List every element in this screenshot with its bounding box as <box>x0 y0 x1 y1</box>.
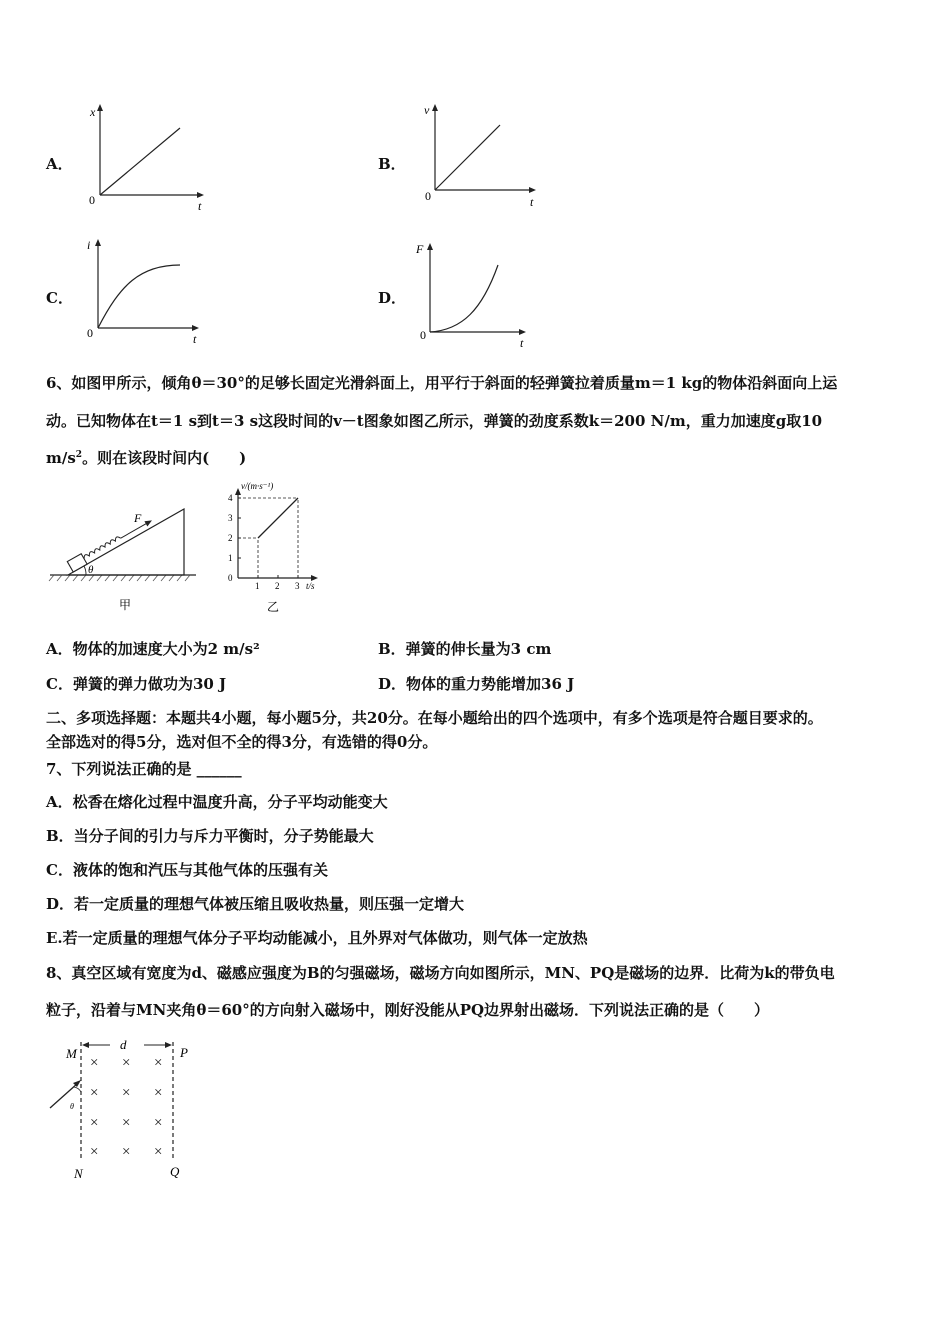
figure-yi-xlabel: t/s <box>306 581 315 591</box>
svg-text:×: × <box>122 1144 131 1160</box>
svg-text:×: × <box>154 1115 163 1131</box>
q8-magnetic-field-figure <box>44 1036 204 1186</box>
figure-yi-vt-graph <box>222 478 332 618</box>
figure-yi-ylabel: v/(m·s⁻¹) <box>241 481 274 491</box>
option-d-label: D． <box>378 289 407 307</box>
x-tick-label: 1 <box>255 581 260 591</box>
svg-text:×: × <box>90 1144 99 1160</box>
graph-a-x-label: t <box>198 199 202 213</box>
q8-label-n: N <box>74 1166 83 1181</box>
figure-jia-angle: θ <box>88 564 94 576</box>
q8-stem-line-2: 粒子，沿着与MN夹角θ＝60°的方向射入磁场中，刚好没能从PQ边界射出磁场．下列说法正确的是（ ） <box>46 1001 770 1019</box>
svg-text:×: × <box>154 1144 163 1160</box>
graph-c <box>80 235 220 350</box>
graph-d-x-label: t <box>520 336 524 350</box>
svg-text:×: × <box>90 1055 99 1071</box>
y-tick-label: 1 <box>228 553 233 563</box>
q6-option-d: D．物体的重力势能增加36 J <box>378 675 575 693</box>
x-tick-label: 2 <box>275 581 280 591</box>
graph-a <box>80 100 220 215</box>
figure-yi-caption: 乙 <box>267 600 280 614</box>
q8-label-p: P <box>180 1045 188 1060</box>
graph-d <box>412 235 552 350</box>
q6-stem-line-1: 6、如图甲所示，倾角θ＝30°的足够长固定光滑斜面上，用平行于斜面的轻弹簧拉着质量m＝1 kg的物体沿斜面向上运 <box>46 374 838 392</box>
x-tick-label: 3 <box>295 581 300 591</box>
q7-option-d: D．若一定质量的理想气体被压缩且吸收热量，则压强一定增大 <box>46 895 465 913</box>
q6-stem-line-2: 动。已知物体在t＝1 s到t＝3 s这段时间的v－t图象如图乙所示，弹簧的劲度系数k＝200 N/m，重力加速度g取10 <box>46 412 823 430</box>
figure-jia-caption: 甲 <box>119 598 132 612</box>
graph-c-origin: 0 <box>87 326 93 340</box>
q8-stem-line-1: 8、真空区域有宽度为d、磁感应强度为B的匀强磁场，磁场方向如图所示，MN、PQ是磁场的边界．比荷为k的带负电 <box>46 964 835 982</box>
vt-series-line <box>258 498 298 538</box>
section-2-heading-line-1: 二、多项选择题：本题共4小题，每小题5分，共20分。在每小题给出的四个选项中，有多个选项是符合题目要求的。 <box>46 709 823 727</box>
q8-angle-label: θ <box>70 1102 74 1111</box>
svg-text:×: × <box>154 1085 163 1101</box>
y-tick-label: 3 <box>228 513 233 523</box>
q7-option-a: A．松香在熔化过程中温度升高，分子平均动能变大 <box>46 793 388 811</box>
q6-stem-line-3: $m/s^2$。则在该段时间内( ) <box>46 449 247 467</box>
q6-option-c: C．弹簧的弹力做功为30 J <box>46 675 227 693</box>
graph-b-origin: 0 <box>425 189 431 203</box>
graph-b-x-label: t <box>530 195 534 209</box>
svg-text:×: × <box>90 1085 99 1101</box>
option-a-label: A． <box>46 155 73 173</box>
figure-jia-force: F <box>134 511 142 525</box>
q6-option-a: A．物体的加速度大小为2 m/s² <box>46 640 260 658</box>
graph-d-origin: 0 <box>420 328 426 342</box>
q7-stem: 7、下列说法正确的是 ______ <box>46 760 242 778</box>
section-2-heading-line-2: 全部选对的得5分，选对但不全的得3分，有选错的得0分。 <box>46 733 438 751</box>
svg-text:×: × <box>90 1115 99 1131</box>
graph-c-x-label: t <box>193 332 197 346</box>
graph-a-y-label: x <box>90 105 96 119</box>
y-tick-label: 4 <box>228 493 233 503</box>
graph-c-y-label: i <box>87 238 91 252</box>
svg-text:×: × <box>122 1115 131 1131</box>
q6-option-b: B．弹簧的伸长量为3 cm <box>378 640 552 658</box>
graph-d-y-label: F <box>416 242 424 256</box>
q8-label-m: M <box>66 1046 77 1061</box>
option-b-label: B． <box>378 155 406 173</box>
q7-option-b: B．当分子间的引力与斥力平衡时，分子势能最大 <box>46 827 374 845</box>
q8-label-q: Q <box>170 1164 180 1179</box>
q8-width-label: d <box>120 1037 127 1052</box>
svg-text:×: × <box>122 1055 131 1071</box>
y-tick-label: 0 <box>228 573 233 583</box>
svg-text:×: × <box>122 1085 131 1101</box>
svg-text:×: × <box>154 1055 163 1071</box>
graph-b-y-label-text: v <box>424 103 430 117</box>
option-c-label: C． <box>46 289 73 307</box>
figure-jia-incline <box>46 495 206 615</box>
q7-option-e: E.若一定质量的理想气体分子平均动能减小，且外界对气体做功，则气体一定放热 <box>46 929 588 947</box>
graph-a-origin: 0 <box>89 193 95 207</box>
graph-b <box>415 100 555 215</box>
y-tick-label: 2 <box>228 533 233 543</box>
q7-option-c: C．液体的饱和汽压与其他气体的压强有关 <box>46 861 328 879</box>
